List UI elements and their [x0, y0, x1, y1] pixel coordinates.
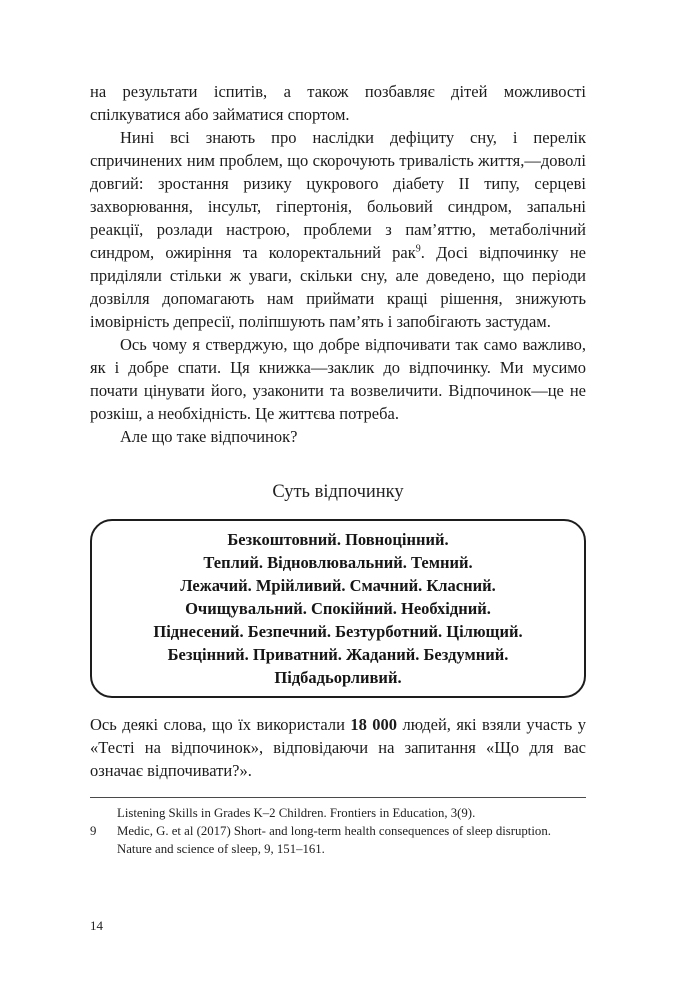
- rest-words-box: [90, 519, 586, 698]
- rest-words-line: Безкоштовний. Повноцінний.: [227, 530, 449, 549]
- rest-words-line: Безцінний. Приватний. Жаданий. Бездумний.: [167, 645, 509, 664]
- page-number: 14: [90, 918, 103, 933]
- footnote-reference-9: 9: [415, 243, 421, 255]
- paragraph-rest-test: [90, 713, 586, 782]
- rest-words-line: Очищувальний. Спокійний. Необхідний.: [185, 599, 491, 618]
- paragraph-text: Нині всі знають про наслідки дефіциту сну, і перелік спричинених ним проблем, що скорочують тривалість життя,—доволі довгий: зростання ризику цукрового діабету II типу, серцеві захворювання, інсульт, гіпертонія, больовий синдром, запальні реакції, розлади настрою, проблеми з пам’яттю, метаболічний синдром, ожиріння та колоректальний рак: [90, 128, 586, 262]
- paragraph-question: Але що таке відпочинок?: [120, 427, 298, 446]
- participants-count: 18 000: [350, 715, 398, 734]
- footnote-marker: 9: [90, 824, 97, 838]
- section-heading: Суть відпочинку: [272, 482, 404, 502]
- footnote-section: [90, 797, 586, 858]
- page-content: [90, 80, 586, 858]
- footnote-text: Medic, G. et al (2017) Short- and long-term health consequences of sleep disruption. Nature and science of sleep, 9, 151–161.: [117, 824, 551, 856]
- footnote-item: [90, 822, 586, 858]
- paragraph-text: людей, які взяли участь у «Тесті на відпочинок», відповідаючи на запитання «Що для вас означає відпочивати?».: [90, 715, 587, 780]
- paragraph-text: . Досі відпочинку не приділяли стільки ж уваги, скільки сну, але доведено, що періоди дозвілля допомагають нам приймати кращі рішення, знижують імовірність депресії, поліпшують пам’ять і запобігають застудам.: [90, 243, 586, 331]
- rest-words-line: Теплий. Відновлювальний. Темний.: [203, 553, 473, 572]
- rest-words-line: Піднесений. Безпечний. Безтурботний. Цілющий.: [153, 622, 523, 641]
- footnote-continuation: Listening Skills in Grades K–2 Children. Frontiers in Education, 3(9).: [117, 806, 476, 820]
- rest-words-line: Лежачий. Мрійливий. Смачний. Класний.: [180, 576, 496, 595]
- paragraph-exams-continuation: на результати іспитів, а також позбавляє дітей можливості спілкуватися або займатися спортом.: [90, 82, 586, 124]
- paragraph-text: Ось деякі слова, що їх використали: [90, 715, 351, 734]
- paragraph-sleep-deficit: [90, 126, 586, 333]
- rest-words-line: Підбадьорливий.: [274, 668, 402, 687]
- paragraph-rest-manifesto: Ось чому я стверджую, що добре відпочивати так само важливо, як і добре спати. Ця книжка—заклик до відпочинку. Ми мусимо почати цінувати його, узаконити та возвеличити. Відпочинок—це не розкіш, а необхідність. Це життєва потреба.: [90, 335, 586, 423]
